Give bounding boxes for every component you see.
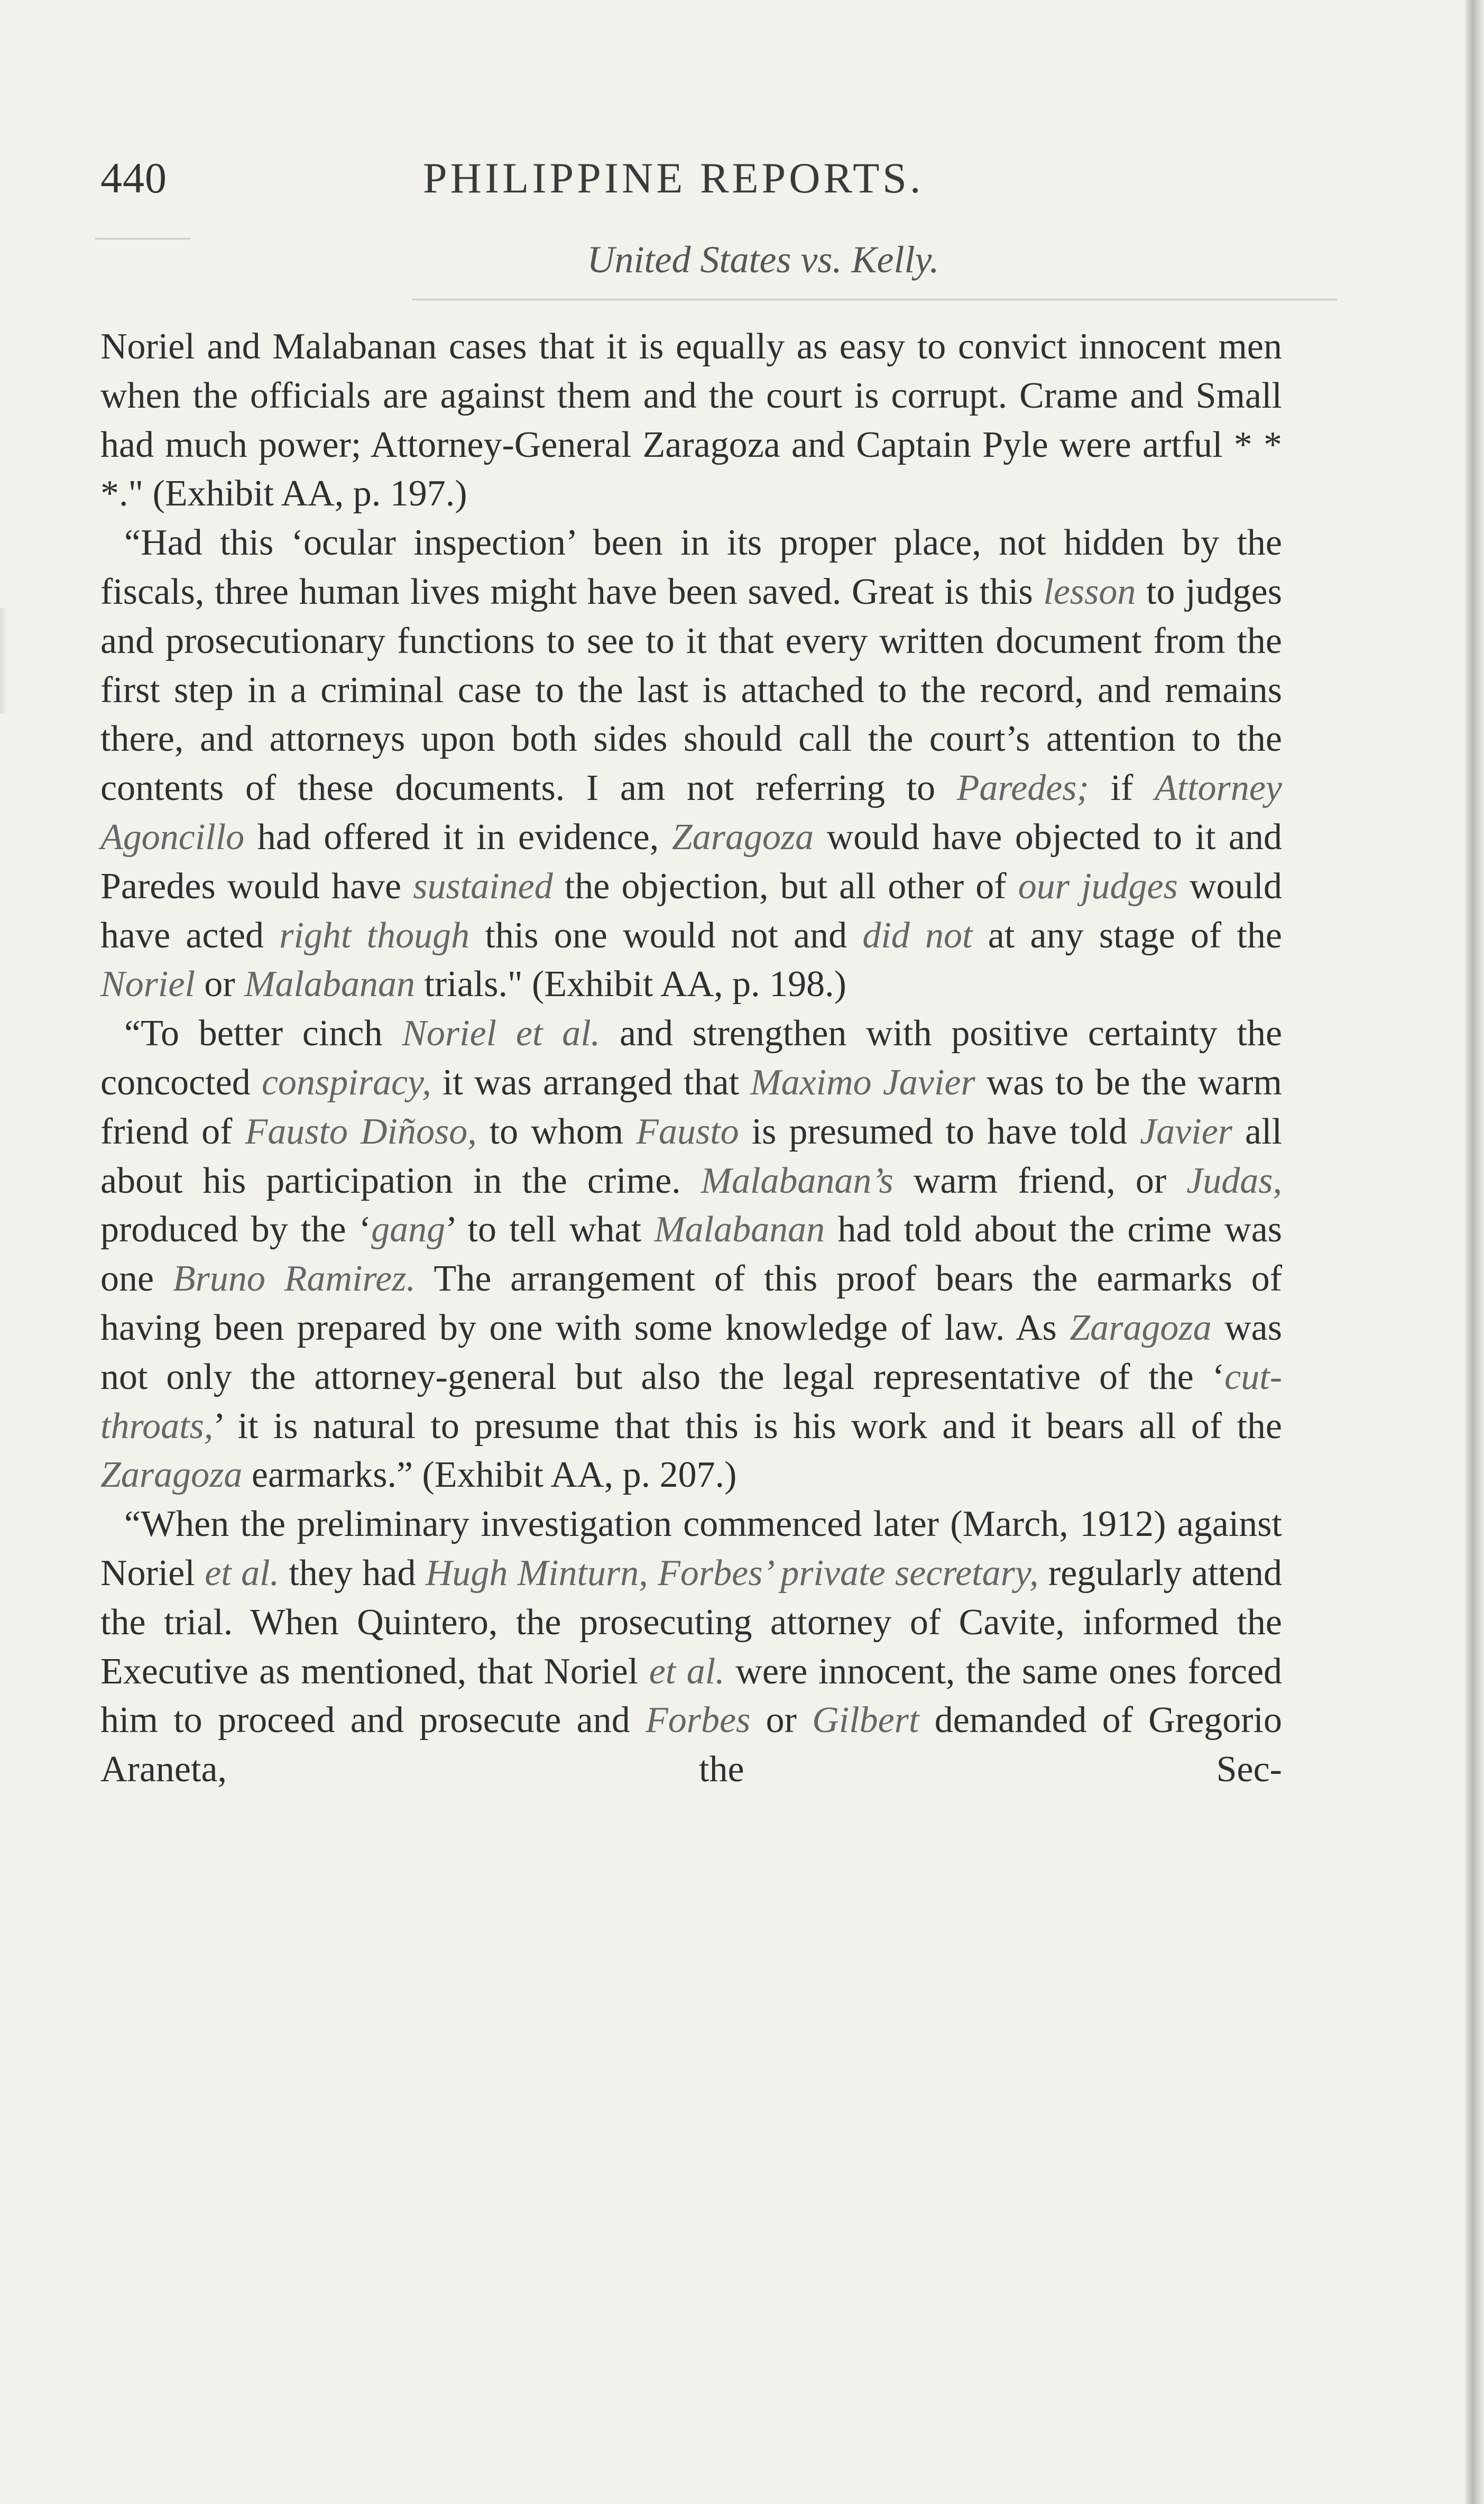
text-run: regularly attend the trial. When Quintero, the prosecuting attorney of Cavite, informed the Executive as mentioned, that Noriel: [100, 1552, 1282, 1692]
italic-phrase: did not: [862, 915, 973, 956]
text-run: had told about the crime was one: [100, 1209, 1283, 1300]
text-run: to whom: [476, 1111, 637, 1152]
italic-phrase: right though: [279, 915, 470, 956]
italic-phrase: Fausto Diñoso,: [245, 1111, 477, 1152]
italic-phrase: Zaragoza: [1070, 1307, 1212, 1348]
text-run: at any stage of the: [972, 915, 1282, 956]
text-run: to judges and prosecutionary functions to see to it that every written document from the first step in a criminal case to the last is attached to the record, and remains there, and attorneys upon both sides should call the court’s attention to the contents of these documents. I am not referring to: [100, 571, 1282, 809]
text-run: if: [1089, 768, 1155, 809]
italic-phrase: cut-throats,: [100, 1356, 1282, 1447]
italic-phrase: conspiracy,: [261, 1062, 431, 1103]
italic-phrase: Hugh Minturn, Forbes’ private secretary,: [425, 1552, 1039, 1594]
paragraph-3: [100, 1009, 1282, 1500]
text-run: “To better cinch: [124, 1013, 402, 1054]
page-number: 440: [100, 154, 167, 202]
text-run: or: [195, 964, 245, 1005]
italic-phrase: Javier: [1140, 1111, 1233, 1152]
italic-phrase: Bruno Ramirez.: [172, 1258, 416, 1300]
text-run: “When the preliminary investigation commenced later (March, 1912) against Noriel: [100, 1504, 1282, 1594]
text-run: and strengthen with positive certainty the concocted: [100, 1013, 1283, 1103]
paragraph-1: [100, 323, 1282, 519]
page-gutter-shadow: [1465, 0, 1484, 2504]
text-run: would have objected to it and Paredes would have: [100, 816, 1282, 907]
italic-phrase: Noriel et al.: [402, 1013, 601, 1054]
paragraph-4: [100, 1500, 1282, 1794]
italic-phrase: Malabanan: [654, 1209, 825, 1250]
text-run: trials." (Exhibit AA, p. 198.): [414, 964, 846, 1005]
italic-phrase: gang: [371, 1209, 446, 1250]
text-run: produced by the ‘: [100, 1209, 372, 1250]
text-run: The arrangement of this proof bears the earmarks of having been prepared by one with some knowledge of law. As: [100, 1258, 1283, 1348]
italic-phrase: Forbes: [646, 1700, 751, 1741]
running-title: PHILIPPINE REPORTS.: [423, 154, 924, 202]
page-edge-shadow: [0, 608, 7, 714]
text-run: earmarks.” (Exhibit AA, p. 207.): [242, 1454, 737, 1496]
italic-phrase: Zaragoza: [671, 816, 814, 858]
italic-phrase: Zaragoza: [100, 1454, 243, 1496]
text-run: this one would not and: [469, 915, 863, 956]
text-run: all about his participation in the crime.: [100, 1111, 1283, 1201]
text-run: ’ to tell what: [445, 1209, 655, 1250]
case-title: United States vs. Kelly.: [587, 238, 939, 281]
paragraph-2: [100, 519, 1282, 1009]
italic-phrase: Maximo Javier: [750, 1062, 975, 1103]
italic-phrase: et al.: [205, 1552, 280, 1594]
italic-phrase: Malabanan: [244, 964, 415, 1005]
text-run: ’ it is natural to presume that this is his work and it bears all of the: [213, 1405, 1282, 1447]
italic-phrase: Malabanan’s: [700, 1160, 893, 1201]
text-run: warm friend, or: [893, 1160, 1187, 1201]
text-run: had offered it in evidence,: [244, 816, 672, 858]
text-run: it was arranged that: [431, 1062, 751, 1103]
italic-phrase: Judas,: [1186, 1160, 1282, 1201]
text-run: was to be the warm friend of: [100, 1062, 1283, 1152]
italic-phrase: Noriel: [100, 964, 195, 1005]
text-run: is presumed to have told: [739, 1111, 1140, 1152]
text-run: were innocent, the same ones forced him to proceed and prosecute and: [100, 1651, 1283, 1741]
text-run: would have acted: [100, 866, 1282, 956]
italic-phrase: Fausto: [636, 1111, 739, 1152]
italic-phrase: Attorney Agoncillo: [100, 768, 1283, 858]
italic-phrase: Paredes;: [956, 768, 1089, 809]
text-run: was not only the attorney-general but also the legal representative of the ‘: [100, 1307, 1282, 1397]
text-run: demanded of Gregorio Araneta, the Sec-: [100, 1700, 1282, 1790]
body-text: [100, 323, 1282, 1794]
italic-phrase: et al.: [649, 1651, 725, 1692]
text-run: “Had this ‘ocular inspection’ been in its proper place, not hidden by the fiscals, three human lives might have been saved. Great is this: [100, 522, 1282, 612]
text-run: the objection, but all other of: [552, 866, 1018, 907]
italic-phrase: sustained: [413, 866, 553, 907]
italic-phrase: our judges: [1018, 866, 1178, 907]
italic-phrase: lesson: [1043, 571, 1136, 612]
header-rule-bottom: [412, 299, 1338, 300]
text-run: or: [750, 1700, 813, 1741]
text-run: Noriel and Malabanan cases that it is equally as easy to convict innocent men when the officials are against them and the court is corrupt. Crame and Small had much power; Attorney-General Zaragoza and Captain Pyle were artful * * *." (Exhibit AA, p. 197.): [100, 326, 1282, 514]
text-run: they had: [279, 1552, 426, 1594]
italic-phrase: Gilbert: [812, 1700, 919, 1741]
